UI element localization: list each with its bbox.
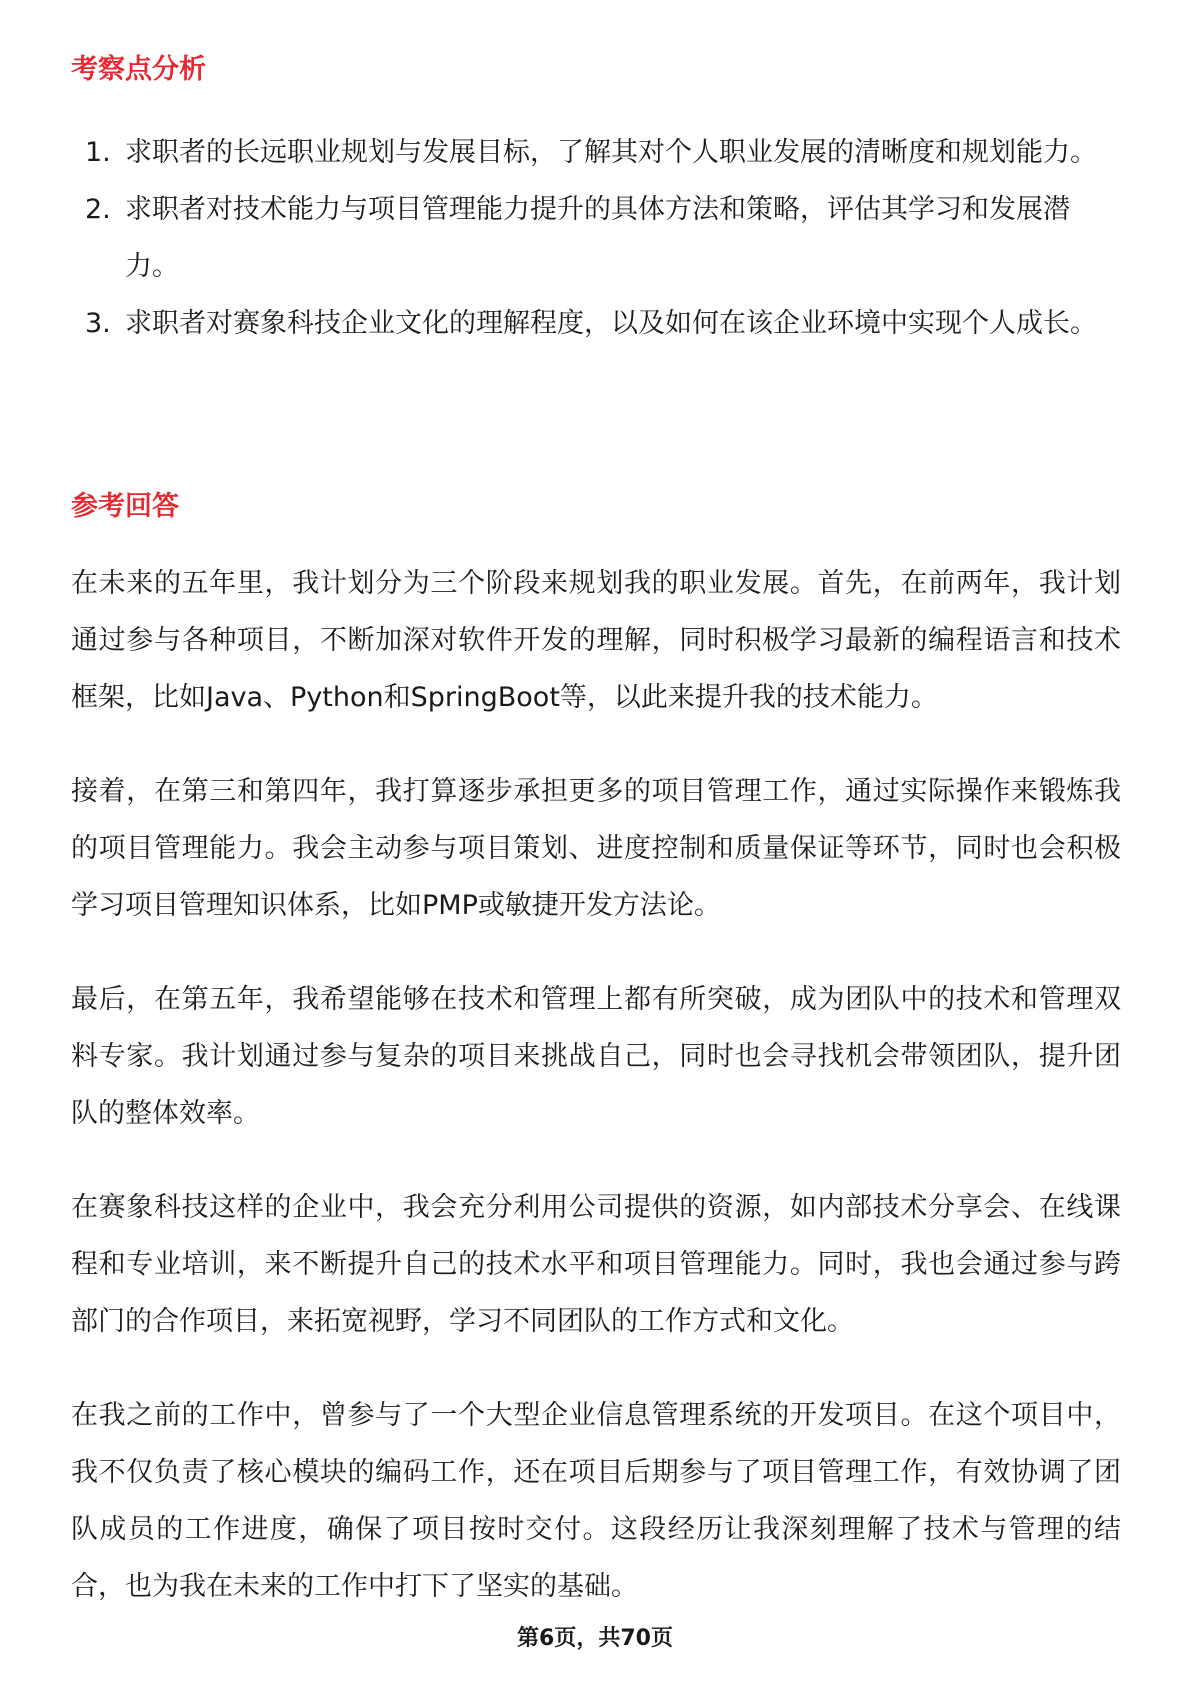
analysis-list: [71, 124, 1121, 352]
answer-body: [71, 555, 1121, 1652]
analysis-item: [71, 124, 1121, 181]
list-number: 2.: [85, 194, 111, 225]
analysis-text: 求职者的长远职业规划与发展目标，了解其对个人职业发展的清晰度和规划能力。: [125, 137, 1097, 168]
answer-paragraph: 接着，在第三和第四年，我打算逐步承担更多的项目管理工作，通过实际操作来锻炼我的项目管理能力。我会主动参与项目策划、进度控制和质量保证等环节，同时也会积极学习项目管理知识体系，比如PMP或敏捷开发方法论。: [71, 776, 1121, 921]
analysis-heading: 考察点分析: [71, 54, 206, 85]
answer-paragraph: 在未来的五年里，我计划分为三个阶段来规划我的职业发展。首先，在前两年，我计划通过参与各种项目，不断加深对软件开发的理解，同时积极学习最新的编程语言和技术框架，比如Java、Python和SpringBoot等，以此来提升我的技术能力。: [71, 568, 1121, 713]
answer-heading: 参考回答: [71, 491, 179, 522]
analysis-text: 求职者对技术能力与项目管理能力提升的具体方法和策略，评估其学习和发展潜力。: [125, 194, 1070, 282]
page-footer: 第6页，共70页: [517, 1626, 673, 1651]
analysis-item: [71, 295, 1121, 352]
analysis-item: [71, 181, 1121, 295]
answer-paragraph: 在赛象科技这样的企业中，我会充分利用公司提供的资源，如内部技术分享会、在线课程和专业培训，来不断提升自己的技术水平和项目管理能力。同时，我也会通过参与跨部门的合作项目，来拓宽视野，学习不同团队的工作方式和文化。: [71, 1192, 1121, 1337]
answer-paragraph: 在我之前的工作中，曾参与了一个大型企业信息管理系统的开发项目。在这个项目中，我不仅负责了核心模块的编码工作，还在项目后期参与了项目管理工作，有效协调了团队成员的工作进度，确保了项目按时交付。这段经历让我深刻理解了技术与管理的结合，也为我在未来的工作中打下了坚实的基础。: [71, 1400, 1121, 1602]
answer-paragraph: 最后，在第五年，我希望能够在技术和管理上都有所突破，成为团队中的技术和管理双料专家。我计划通过参与复杂的项目来挑战自己，同时也会寻找机会带领团队，提升团队的整体效率。: [71, 984, 1121, 1129]
list-number: 1.: [85, 137, 111, 168]
list-number: 3.: [85, 308, 111, 339]
analysis-text: 求职者对赛象科技企业文化的理解程度，以及如何在该企业环境中实现个人成长。: [125, 308, 1097, 339]
